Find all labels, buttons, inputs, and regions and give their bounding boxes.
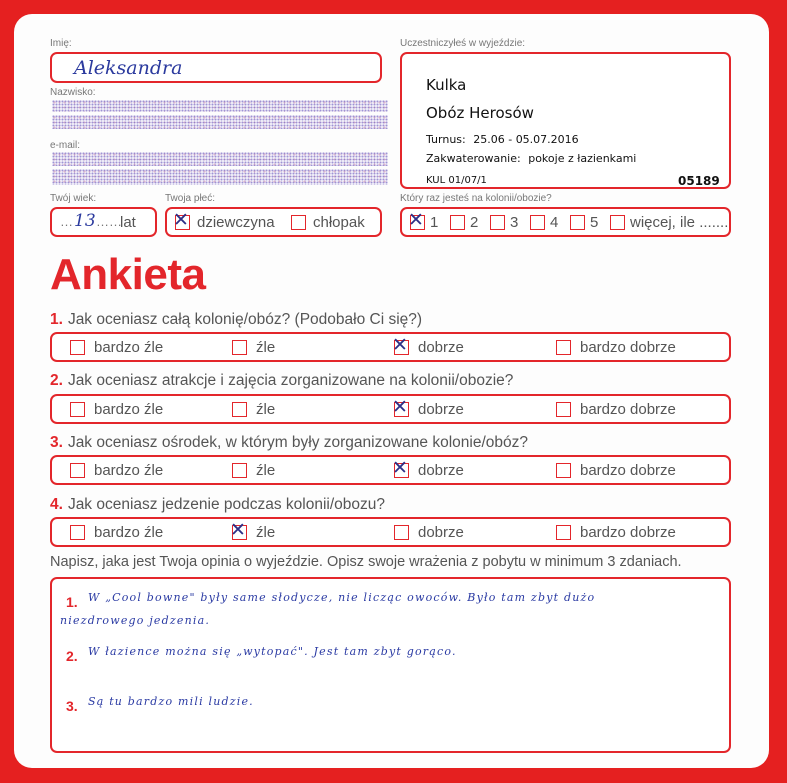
rating-checkbox[interactable]	[556, 340, 571, 355]
answer-number: 3.	[66, 698, 78, 714]
camp-code: KUL 01/07/1	[426, 175, 487, 186]
answer-number: 2.	[66, 648, 78, 664]
times-label: Który raz jesteś na kolonii/obozie?	[400, 193, 552, 204]
rating-row-2	[50, 394, 731, 424]
rating-checkbox[interactable]	[232, 402, 247, 417]
survey-sheet	[14, 14, 769, 768]
rating-checkbox[interactable]	[70, 525, 85, 540]
times-4-checkbox[interactable]	[530, 215, 545, 230]
rating-option-label: bardzo dobrze	[580, 339, 676, 356]
rating-option-label: bardzo dobrze	[580, 401, 676, 418]
email-label: e-mail:	[50, 140, 81, 151]
camp-stamp-box	[400, 52, 731, 189]
gender-boy-label: chłopak	[313, 214, 365, 231]
question-text: Jak oceniasz atrakcje i zajęcia zorganizowane na kolonii/obozie?	[67, 372, 514, 389]
rating-checkbox[interactable]	[556, 525, 571, 540]
rating-checkbox[interactable]	[394, 402, 409, 417]
rating-checkbox[interactable]	[232, 525, 247, 540]
rating-option-label: źle	[256, 524, 276, 541]
rating-option-label: źle	[256, 462, 276, 479]
question-number: 1.	[50, 311, 63, 328]
rating-row-1	[50, 332, 731, 362]
rating-checkbox[interactable]	[394, 525, 409, 540]
rating-option-label: dobrze	[418, 339, 464, 356]
rating-option-label: dobrze	[418, 401, 464, 418]
times-1-checkbox[interactable]	[410, 215, 425, 230]
rating-checkbox[interactable]	[232, 340, 247, 355]
name-field[interactable]	[50, 52, 382, 83]
handwritten-answer-line: niezdrowego jedzenia.	[60, 614, 211, 627]
name-value: Aleksandra	[74, 57, 183, 79]
gender-label: Twoja płeć:	[165, 193, 216, 204]
participant-label: Uczestniczyłeś w wyjeździe:	[400, 38, 526, 49]
rating-checkbox[interactable]	[232, 463, 247, 478]
opinion-prompt: Napisz, jaka jest Twoja opinia o wyjeździe. Opisz swoje wrażenia z pobytu w minimum 3 zdaniach.	[50, 554, 682, 570]
answer-number: 1.	[66, 594, 78, 610]
name-label: Imię:	[50, 38, 72, 49]
handwritten-answer-line: W łazience można się „wytopać". Jest tam zbyt gorąco.	[88, 645, 457, 658]
age-field[interactable]	[50, 207, 157, 237]
times-field	[400, 207, 731, 237]
rating-checkbox[interactable]	[394, 463, 409, 478]
turnus-label: Turnus:	[426, 133, 466, 146]
times-more-checkbox[interactable]	[610, 215, 625, 230]
rating-checkbox[interactable]	[70, 402, 85, 417]
accommodation-label: Zakwaterowanie:	[426, 152, 521, 165]
rating-checkbox[interactable]	[394, 340, 409, 355]
rating-option-label: bardzo dobrze	[580, 524, 676, 541]
times-1-label: 1	[430, 214, 439, 231]
form-number: 05189	[678, 174, 720, 188]
question-2	[50, 372, 513, 390]
rating-option-label: źle	[256, 401, 276, 418]
rating-row-3	[50, 455, 731, 485]
rating-option-label: bardzo źle	[94, 524, 164, 541]
question-text: Jak oceniasz ośrodek, w którym były zorganizowane kolonie/obóz?	[67, 434, 529, 451]
rating-option-label: dobrze	[418, 524, 464, 541]
age-unit: lat	[120, 214, 136, 231]
question-text: Jak oceniasz całą kolonię/obóz? (Podobało Ci się?)	[67, 311, 423, 328]
question-4	[50, 496, 385, 514]
gender-girl-label: dziewczyna	[197, 214, 275, 231]
rating-checkbox[interactable]	[556, 402, 571, 417]
times-5-label: 5	[590, 214, 599, 231]
age-dots-after: ……	[96, 214, 122, 229]
times-more-label: więcej, ile .......	[630, 214, 729, 231]
age-label: Twój wiek:	[50, 193, 97, 204]
rating-checkbox[interactable]	[70, 463, 85, 478]
handwritten-answer-line: Są tu bardzo mili ludzie.	[88, 695, 254, 708]
rating-checkbox[interactable]	[556, 463, 571, 478]
rating-option-label: bardzo dobrze	[580, 462, 676, 479]
times-2-checkbox[interactable]	[450, 215, 465, 230]
question-3	[50, 434, 528, 452]
question-number: 3.	[50, 434, 63, 451]
rating-option-label: źle	[256, 339, 276, 356]
turnus-value: 25.06 - 05.07.2016	[473, 133, 579, 146]
handwritten-answer-line: W „Cool bowne" były same słodycze, nie licząc owoców. Było tam zbyt dużo	[88, 591, 596, 604]
age-value: 13	[74, 211, 96, 231]
times-5-checkbox[interactable]	[570, 215, 585, 230]
age-dots: …	[60, 214, 73, 229]
camp-name: Kulka	[426, 76, 467, 94]
turnus-line	[426, 133, 579, 146]
surname-label: Nazwisko:	[50, 87, 96, 98]
rating-option-label: bardzo źle	[94, 462, 164, 479]
rating-row-4	[50, 517, 731, 547]
question-1	[50, 311, 422, 329]
accommodation-value: pokoje z łazienkami	[528, 152, 637, 165]
times-3-checkbox[interactable]	[490, 215, 505, 230]
rating-option-label: dobrze	[418, 462, 464, 479]
question-text: Jak oceniasz jedzenie podczas kolonii/obozu?	[67, 496, 386, 513]
accommodation-line	[426, 152, 636, 165]
question-number: 2.	[50, 372, 63, 389]
camp-program: Obóz Herosów	[426, 104, 534, 122]
rating-option-label: bardzo źle	[94, 401, 164, 418]
rating-checkbox[interactable]	[70, 340, 85, 355]
survey-title: Ankieta	[50, 250, 206, 299]
gender-boy-checkbox[interactable]	[291, 215, 306, 230]
opinion-answer-box[interactable]	[50, 577, 731, 753]
rating-option-label: bardzo źle	[94, 339, 164, 356]
gender-field	[165, 207, 382, 237]
times-3-label: 3	[510, 214, 519, 231]
times-4-label: 4	[550, 214, 559, 231]
question-number: 4.	[50, 496, 63, 513]
gender-girl-checkbox[interactable]	[175, 215, 190, 230]
times-2-label: 2	[470, 214, 479, 231]
